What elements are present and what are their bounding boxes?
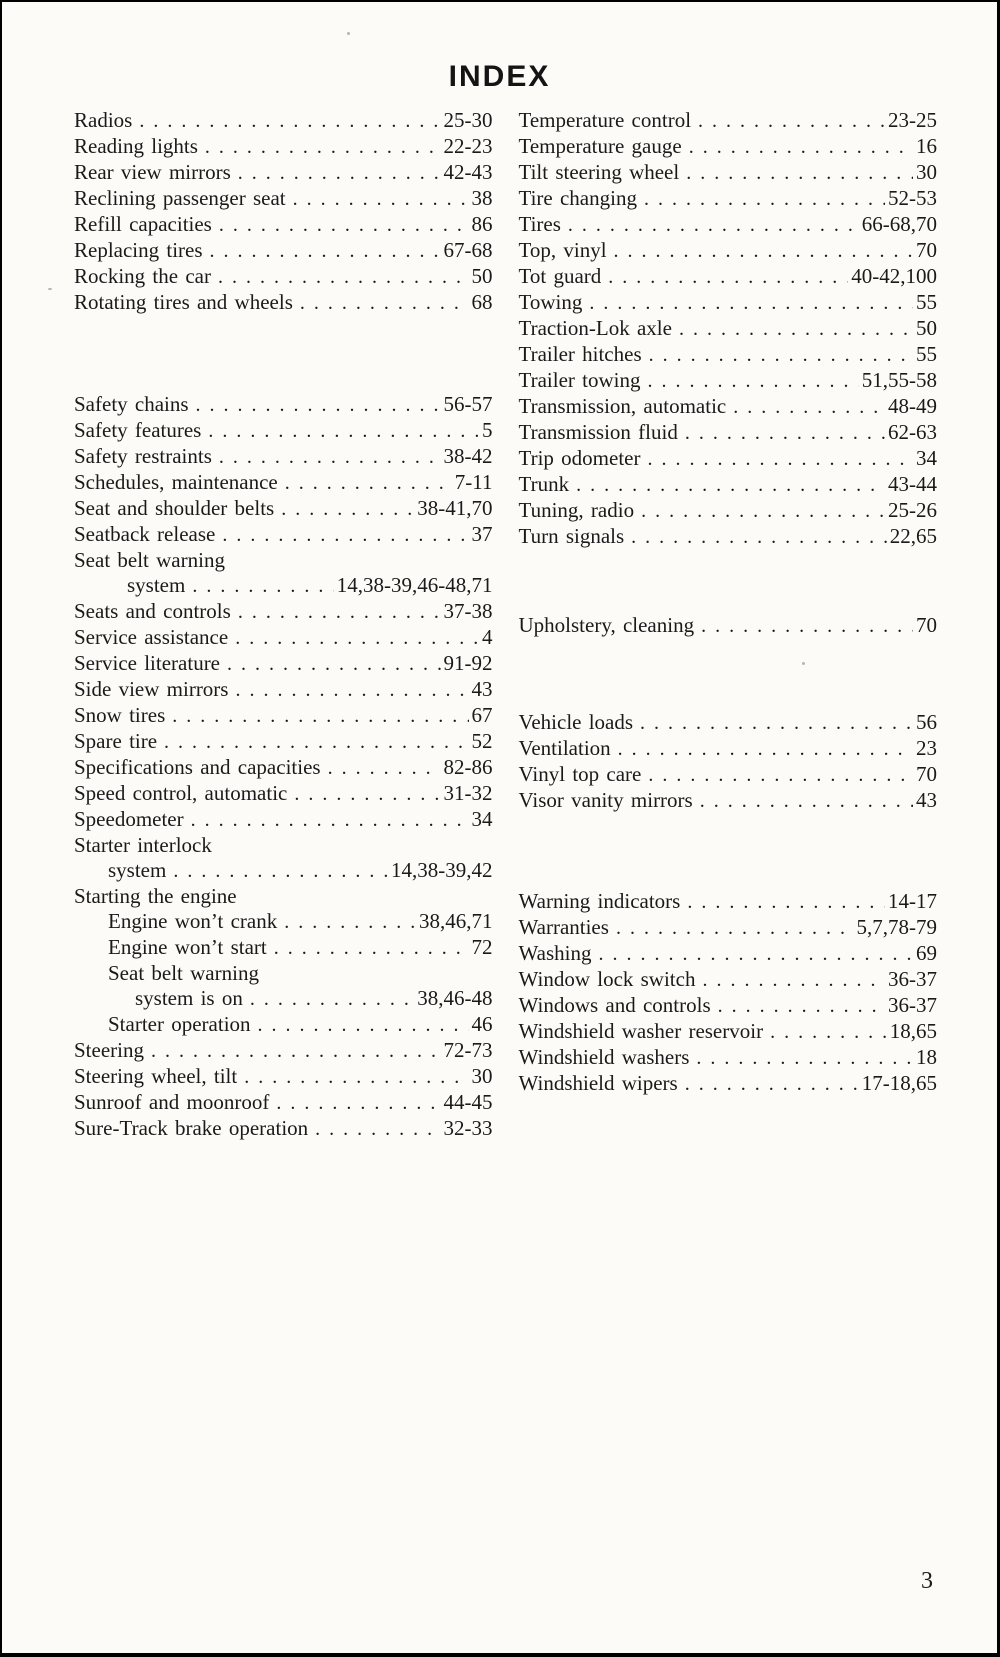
entry-label: Radios: [74, 108, 133, 132]
index-entry: [519, 108, 938, 134]
index-entry: [519, 915, 938, 941]
dot-leader: [250, 986, 414, 1012]
dot-leader: [238, 160, 441, 186]
entry-page-numbers: 86: [471, 212, 493, 236]
entry-label: Turn signals: [518, 524, 625, 548]
dot-leader: [284, 909, 416, 935]
dot-leader: [294, 781, 440, 807]
entry-page-numbers: 44-45: [443, 1090, 493, 1114]
entry-page-numbers: 72: [471, 935, 493, 959]
entry-page-numbers: 25-30: [443, 108, 493, 132]
dot-leader: [614, 238, 913, 264]
index-entry: [519, 472, 938, 498]
entry-label: Seat and shoulder belts: [74, 496, 275, 520]
entry-label: Visor vanity mirrors: [518, 788, 693, 812]
dot-leader: [238, 599, 441, 625]
entry-page-numbers: 22,65: [889, 524, 937, 548]
dot-leader: [208, 418, 479, 444]
entry-label: Steering wheel, tilt: [74, 1064, 238, 1088]
dot-leader: [686, 160, 913, 186]
entry-page-numbers: 23: [916, 736, 937, 760]
index-entry: [74, 781, 493, 807]
entry-label: Tire changing: [518, 186, 637, 210]
entry-page-numbers: 67-68: [443, 238, 493, 262]
entry-label: Trailer hitches: [518, 342, 642, 366]
entry-page-numbers: 82-86: [443, 755, 493, 779]
entry-page-numbers: 4: [482, 625, 493, 649]
dot-leader: [647, 368, 858, 394]
index-entry: [74, 212, 493, 238]
dot-leader: [718, 993, 885, 1019]
index-entry: [519, 212, 938, 238]
entry-label: Top, vinyl: [518, 238, 607, 262]
entry-label: system is on: [135, 986, 243, 1010]
entry-label: Side view mirrors: [74, 677, 229, 701]
entry-page-numbers: 56: [916, 710, 937, 734]
index-entry: [519, 993, 938, 1019]
entry-label: Windshield wipers: [518, 1071, 678, 1095]
entry-page-numbers: 55: [916, 342, 937, 366]
dot-leader: [644, 186, 885, 212]
index-entry: [519, 967, 938, 993]
entry-page-numbers: 5,7,78-79: [856, 915, 937, 939]
dot-leader: [568, 212, 859, 238]
entry-page-numbers: 72-73: [443, 1038, 493, 1062]
entry-page-numbers: 43: [916, 788, 937, 812]
entry-label: Service assistance: [74, 625, 229, 649]
entry-page-numbers: 38,46-48: [417, 986, 493, 1010]
index-entry: [519, 524, 938, 550]
entry-label: Starter operation: [108, 1012, 251, 1036]
dot-leader: [222, 522, 468, 548]
entry-label: Trailer towing: [518, 368, 641, 392]
index-entry: [74, 909, 493, 935]
index-entry: [74, 1116, 493, 1142]
dot-leader: [258, 1012, 469, 1038]
scan-speck: [347, 32, 350, 35]
entry-label: system: [108, 858, 167, 882]
index-entry: [74, 677, 493, 703]
index-entry: [519, 342, 938, 368]
dot-leader: [191, 807, 469, 833]
index-entry: [519, 736, 938, 762]
dot-leader: [696, 1045, 913, 1071]
index-entry: [519, 394, 938, 420]
entry-label: Windows and controls: [518, 993, 711, 1017]
entry-page-numbers: 36-37: [888, 967, 937, 991]
entry-label: system: [127, 573, 186, 597]
index-entry: [74, 858, 493, 884]
entry-page-numbers: 34: [471, 807, 493, 831]
entry-label: Ventilation: [518, 736, 611, 760]
index-entry: [519, 238, 938, 264]
entry-page-numbers: 48-49: [888, 394, 937, 418]
dot-leader: [151, 1038, 441, 1064]
index-entry: [519, 316, 938, 342]
index-entry: [74, 264, 493, 290]
entry-page-numbers: 30: [471, 1064, 493, 1088]
entry-label: Windshield washers: [518, 1045, 690, 1069]
entry-page-numbers: 67: [471, 703, 493, 727]
entry-page-numbers: 37: [471, 522, 493, 546]
dot-leader: [701, 613, 913, 639]
index-entry: [519, 788, 938, 814]
entry-page-numbers: 25-26: [888, 498, 937, 522]
index-entry: [74, 755, 493, 781]
index-entry: [74, 573, 493, 599]
page-number: 3: [921, 1568, 933, 1594]
dot-leader: [196, 392, 441, 418]
index-entry: [74, 418, 493, 444]
entry-label: Starting the engine: [74, 884, 237, 908]
dot-leader: [685, 1071, 859, 1097]
index-entry: [74, 625, 493, 651]
entry-page-numbers: 38,46,71: [419, 909, 493, 933]
entry-label: Window lock switch: [518, 967, 696, 991]
dot-leader: [235, 625, 479, 651]
index-entry: [74, 392, 493, 418]
dot-leader: [685, 420, 885, 446]
entry-page-numbers: 17-18,65: [861, 1071, 937, 1095]
entry-label: Tuning, radio: [518, 498, 635, 522]
scan-speck: [48, 288, 52, 290]
entry-label: Safety restraints: [74, 444, 212, 468]
entry-page-numbers: 37-38: [443, 599, 493, 623]
index-entry: [74, 651, 493, 677]
index-entry: [74, 599, 493, 625]
entry-label: Warranties: [518, 915, 609, 939]
index-entry: [74, 935, 493, 961]
entry-label: Tilt steering wheel: [518, 160, 680, 184]
dot-leader: [700, 788, 913, 814]
entry-label: Tot guard: [518, 264, 602, 288]
dot-leader: [608, 264, 848, 290]
entry-page-numbers: 31-32: [443, 781, 493, 805]
entry-label: Engine won’t start: [108, 935, 267, 959]
index-entry: [74, 833, 493, 858]
index-entry: [74, 961, 493, 986]
entry-label: Washing: [518, 941, 592, 965]
entry-page-numbers: 42-43: [443, 160, 493, 184]
dot-leader: [576, 472, 885, 498]
dot-leader: [276, 1090, 440, 1116]
entry-page-numbers: 52-53: [888, 186, 937, 210]
index-entry: [74, 986, 493, 1012]
dot-leader: [205, 134, 441, 160]
dot-leader: [770, 1019, 887, 1045]
dot-leader: [274, 935, 469, 961]
index-left-column: [74, 108, 493, 1142]
dot-leader: [689, 134, 913, 160]
entry-label: Trunk: [518, 472, 570, 496]
entry-label: Replacing tires: [74, 238, 203, 262]
dot-leader: [589, 290, 913, 316]
entry-page-numbers: 23-25: [888, 108, 937, 132]
entry-page-numbers: 7-11: [454, 470, 493, 494]
entry-page-numbers: 38-42: [443, 444, 493, 468]
dot-leader: [164, 729, 468, 755]
page-title: INDEX: [448, 60, 551, 93]
entry-page-numbers: 70: [916, 238, 937, 262]
entry-page-numbers: 38-41,70: [417, 496, 493, 520]
dot-leader: [218, 264, 469, 290]
index-columns: [2, 108, 997, 1142]
dot-leader: [679, 316, 913, 342]
index-entry: [74, 807, 493, 833]
index-entry: [74, 522, 493, 548]
dot-leader: [648, 762, 913, 788]
entry-label: Snow tires: [74, 703, 166, 727]
index-entry: [519, 710, 938, 736]
index-entry: [74, 1064, 493, 1090]
entry-label: Spare tire: [74, 729, 158, 753]
entry-page-numbers: 52: [471, 729, 493, 753]
entry-label: Schedules, maintenance: [74, 470, 278, 494]
entry-page-numbers: 56-57: [443, 392, 493, 416]
dot-leader: [139, 108, 440, 134]
entry-label: Seats and controls: [74, 599, 231, 623]
dot-leader: [598, 941, 913, 967]
entry-page-numbers: 51,55-58: [861, 368, 937, 392]
dot-leader: [702, 967, 885, 993]
entry-label: Towing: [518, 290, 583, 314]
entry-page-numbers: 91-92: [443, 651, 493, 675]
dot-leader: [618, 736, 913, 762]
entry-page-numbers: 34: [916, 446, 937, 470]
entry-page-numbers: 68: [471, 290, 493, 314]
entry-page-numbers: 18,65: [889, 1019, 937, 1043]
index-entry: [74, 1012, 493, 1038]
entry-label: Sure-Track brake operation: [74, 1116, 309, 1140]
index-entry: [519, 498, 938, 524]
dot-leader: [244, 1064, 468, 1090]
dot-leader: [219, 444, 441, 470]
entry-label: Seat belt warning: [74, 548, 225, 572]
entry-page-numbers: 40-42,100: [851, 264, 937, 288]
entry-label: Warning indicators: [518, 889, 681, 913]
entry-page-numbers: 30: [916, 160, 937, 184]
index-entry: [74, 134, 493, 160]
dot-leader: [227, 651, 440, 677]
entry-label: Temperature gauge: [518, 134, 682, 158]
entry-page-numbers: 62-63: [888, 420, 937, 444]
index-entry: [519, 1071, 938, 1097]
dot-leader: [210, 238, 441, 264]
entry-label: Upholstery, cleaning: [518, 613, 695, 637]
entry-label: Starter interlock: [74, 833, 212, 857]
index-entry: [519, 941, 938, 967]
entry-label: Vinyl top care: [518, 762, 642, 786]
entry-page-numbers: 69: [916, 941, 937, 965]
dot-leader: [285, 470, 452, 496]
entry-page-numbers: 70: [916, 613, 937, 637]
index-entry: [519, 290, 938, 316]
entry-label: Tires: [518, 212, 561, 236]
dot-leader: [640, 710, 913, 736]
entry-label: Engine won’t crank: [108, 909, 278, 933]
dot-leader: [293, 186, 469, 212]
entry-page-numbers: 5: [482, 418, 493, 442]
entry-page-numbers: 50: [471, 264, 493, 288]
index-entry: [74, 1090, 493, 1116]
entry-label: Refill capacities: [74, 212, 212, 236]
index-entry: [74, 548, 493, 573]
index-entry: [74, 729, 493, 755]
entry-label: Safety features: [74, 418, 202, 442]
entry-page-numbers: 66-68,70: [861, 212, 937, 236]
entry-label: Sunroof and moonroof: [74, 1090, 270, 1114]
scan-speck: [802, 662, 805, 665]
entry-page-numbers: 14-17: [888, 889, 937, 913]
entry-label: Trip odometer: [518, 446, 641, 470]
dot-leader: [300, 290, 469, 316]
index-entry: [519, 1019, 938, 1045]
entry-label: Seatback release: [74, 522, 216, 546]
entry-page-numbers: 16: [916, 134, 937, 158]
entry-label: Traction-Lok axle: [518, 316, 672, 340]
dot-leader: [315, 1116, 440, 1142]
index-entry: [74, 444, 493, 470]
entry-page-numbers: 38: [471, 186, 493, 210]
index-entry: [74, 186, 493, 212]
index-right-column: [519, 108, 938, 1142]
index-entry: [519, 264, 938, 290]
entry-label: Speedometer: [74, 807, 184, 831]
entry-page-numbers: 55: [916, 290, 937, 314]
dot-leader: [631, 524, 887, 550]
index-entry: [519, 134, 938, 160]
dot-leader: [641, 498, 885, 524]
dot-leader: [649, 342, 913, 368]
entry-label: Specifications and capacities: [74, 755, 321, 779]
index-entry: [519, 762, 938, 788]
dot-leader: [192, 573, 333, 599]
entry-label: Safety chains: [74, 392, 189, 416]
entry-page-numbers: 50: [916, 316, 937, 340]
index-entry: [519, 889, 938, 915]
entry-page-numbers: 14,38-39,42: [391, 858, 493, 882]
index-entry: [519, 420, 938, 446]
entry-label: Rocking the car: [74, 264, 211, 288]
dot-leader: [173, 858, 388, 884]
entry-label: Service literature: [74, 651, 221, 675]
entry-label: Transmission fluid: [518, 420, 678, 444]
index-entry: [74, 496, 493, 522]
entry-label: Steering: [74, 1038, 144, 1062]
index-entry: [74, 238, 493, 264]
index-entry: [74, 290, 493, 316]
entry-label: Windshield washer reservoir: [518, 1019, 764, 1043]
entry-page-numbers: 46: [471, 1012, 493, 1036]
entry-page-numbers: 22-23: [443, 134, 493, 158]
dot-leader: [219, 212, 469, 238]
index-entry: [519, 1045, 938, 1071]
entry-label: Reading lights: [74, 134, 198, 158]
index-entry: [74, 108, 493, 134]
entry-page-numbers: 43: [471, 677, 493, 701]
index-entry: [74, 884, 493, 909]
entry-page-numbers: 14,38-39,46-48,71: [336, 573, 493, 597]
dot-leader: [235, 677, 468, 703]
dot-leader: [172, 703, 468, 729]
entry-page-numbers: 43-44: [888, 472, 937, 496]
entry-label: Vehicle loads: [518, 710, 634, 734]
index-entry: [519, 186, 938, 212]
entry-label: Temperature control: [518, 108, 692, 132]
entry-page-numbers: 36-37: [888, 993, 937, 1017]
entry-label: Transmission, automatic: [518, 394, 727, 418]
entry-label: Reclining passenger seat: [74, 186, 286, 210]
entry-label: Speed control, automatic: [74, 781, 288, 805]
entry-label: Seat belt warning: [108, 961, 259, 985]
index-entry: [519, 160, 938, 186]
entry-page-numbers: 32-33: [443, 1116, 493, 1140]
entry-label: Rear view mirrors: [74, 160, 231, 184]
index-entry: [74, 160, 493, 186]
index-entry: [519, 613, 938, 639]
entry-label: Rotating tires and wheels: [74, 290, 293, 314]
entry-page-numbers: 70: [916, 762, 937, 786]
dot-leader: [647, 446, 913, 472]
dot-leader: [328, 755, 441, 781]
index-entry: [74, 1038, 493, 1064]
dot-leader: [698, 108, 885, 134]
entry-page-numbers: 18: [916, 1045, 937, 1069]
dot-leader: [616, 915, 854, 941]
dot-leader: [687, 889, 885, 915]
dot-leader: [281, 496, 414, 522]
index-entry: [74, 703, 493, 729]
index-entry: [74, 470, 493, 496]
dot-leader: [733, 394, 885, 420]
index-entry: [519, 368, 938, 394]
index-entry: [519, 446, 938, 472]
